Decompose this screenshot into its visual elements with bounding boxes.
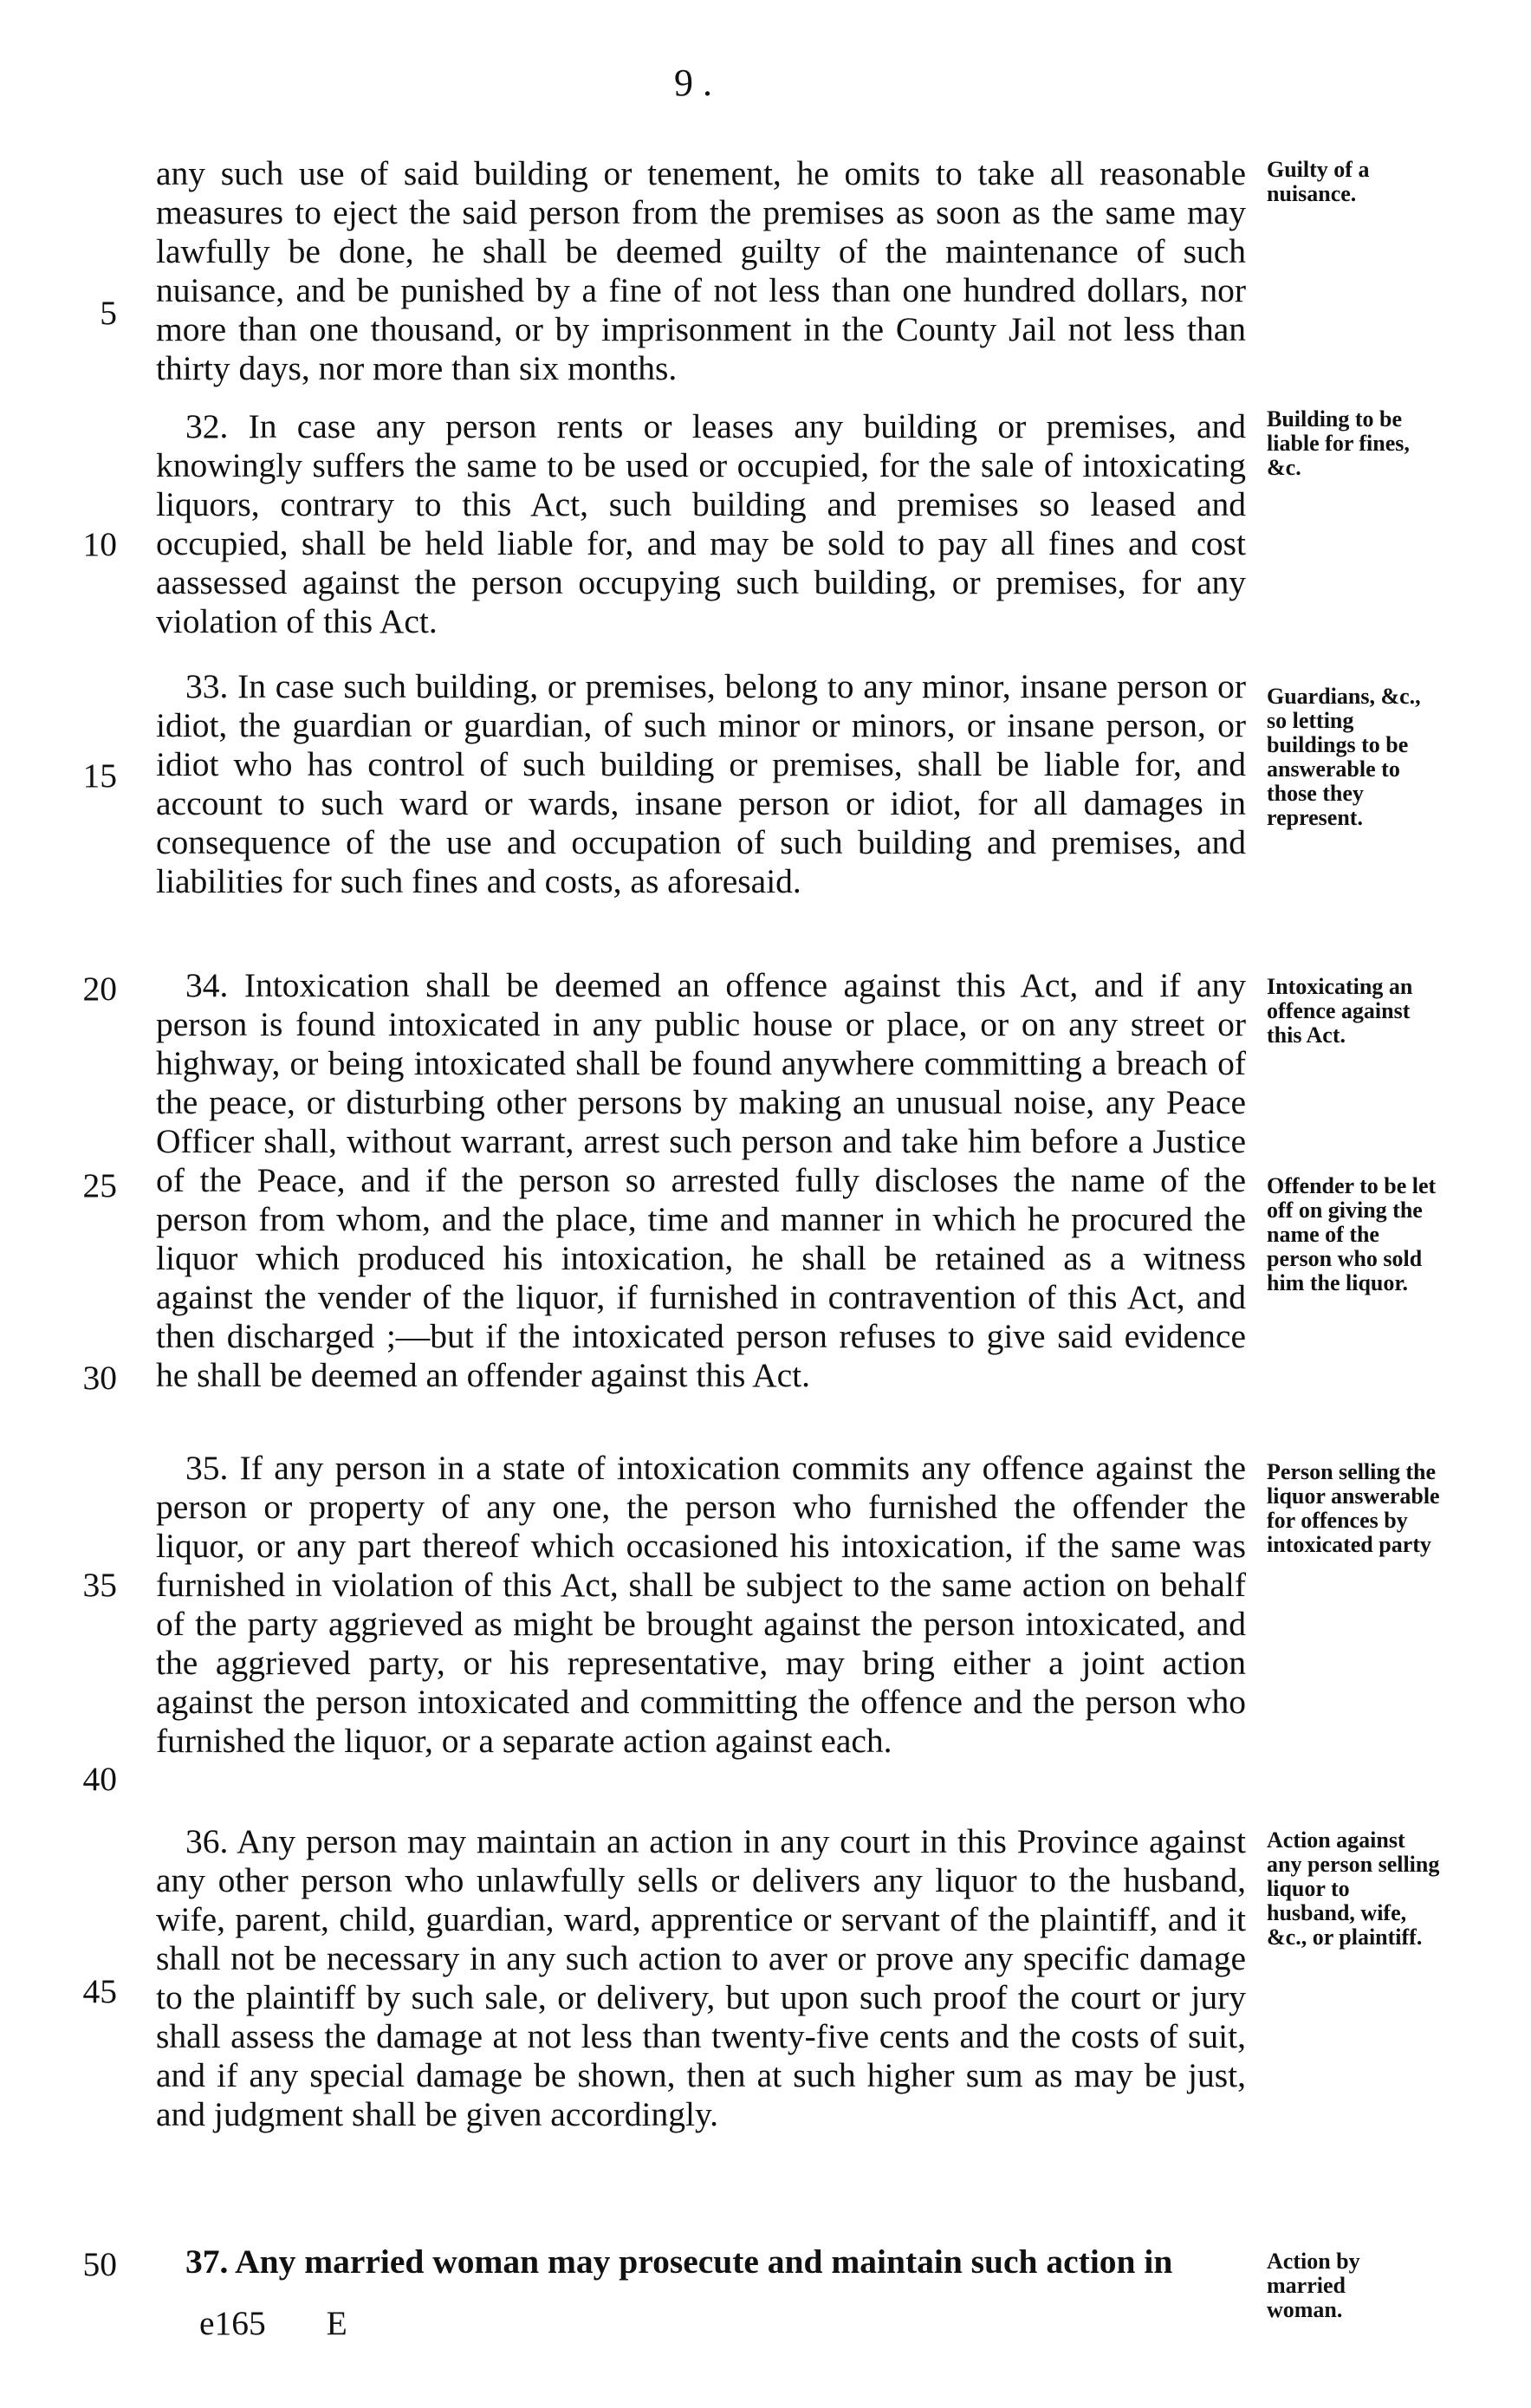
line-number: 10: [82, 525, 117, 563]
paragraph-36: [156, 1822, 1246, 2134]
signature-letter: E: [326, 2304, 347, 2342]
margin-note: Intoxicating an offence against this Act.: [1267, 974, 1413, 1048]
margin-note: Action by married woman.: [1267, 2249, 1360, 2322]
paragraph-37: [156, 2242, 1246, 2281]
line-number: 25: [82, 1166, 117, 1204]
paragraph-32: [156, 407, 1246, 641]
line-number: 35: [82, 1566, 117, 1604]
paragraph-text: 33. In case such building, or premises, belong to any minor, insane person or idiot, the guardian or guardian, of such minor or minors, or insane person, or idiot who has control of such building or premises, shall be liable for, and account to such ward or wards, insane person or idiot, for all damages in consequence of the use and occupation of such building and premises, and liabilities for such fines and costs, as aforesaid.: [156, 667, 1246, 900]
line-number: 30: [82, 1359, 117, 1397]
line-number: 5: [100, 294, 117, 332]
paragraph-34: [156, 966, 1246, 1395]
margin-note: Offender to be let off on giving the name of the person who sold him the liquor.: [1267, 1173, 1437, 1295]
paragraph-33: [156, 667, 1246, 901]
signature-line: [156, 2303, 347, 2343]
paragraph-text: any such use of said building or tenement, he omits to take all reasonable measures to eject the said person from the premises as soon as the same may lawfully be done, he shall be deemed guilty of the maintenance of such nuisance, and be punished by a fine of not less than one hundred dollars, nor more than one thousand, or by imprisonment in the County Jail not less than thirty days, nor more than six months.: [156, 154, 1246, 387]
paragraph-text: 34. Intoxication shall be deemed an offence against this Act, and if any person is found intoxicated in any public house or place, or on any street or highway, or being intoxicated shall be found anywhere committing a breach of the peace, or disturbing other persons by making an unusual noise, any Peace Officer shall, without warrant, arrest such person and take him before a Justice of the Peace, and if the person so arrested fully discloses the name of the person from whom, and the place, time and manner in which he procured the liquor which produced his intoxication, he shall be retained as a witness against the vender of the liquor, if furnished in contravention of this Act, and then discharged ;—but if the intoxicated person refuses to give said evidence he shall be deemed an offender against this Act.: [156, 966, 1246, 1394]
margin-note: Building to be liable for fines, &c.: [1267, 406, 1410, 480]
paragraph-35: [156, 1449, 1246, 1761]
line-number: 45: [82, 1972, 117, 2010]
margin-note: Guardians, &c., so letting buildings to be answerable to those they represent.: [1267, 684, 1421, 830]
paragraph-text: 32. In case any person rents or leases any building or premises, and knowingly suffers the same to be used or occupied, for the sale of intoxicating liquors, contrary to this Act, such building and premises so leased and occupied, shall be held liable for, and may be sold to pay all fines and cost aassessed against the person occupying such building, or premises, for any violation of this Act.: [156, 407, 1246, 640]
paragraph-1: [156, 154, 1246, 388]
paragraph-text: 37. Any married woman may prosecute and maintain such action in: [185, 2242, 1173, 2281]
line-number: 15: [82, 756, 117, 795]
margin-note: Action against any person selling liquor to husband, wife, &c., or plaintiff.: [1267, 1827, 1440, 1950]
margin-note: Guilty of a nuisance.: [1267, 157, 1370, 206]
page-number: 9 .: [674, 62, 712, 104]
paragraph-text: 35. If any person in a state of intoxication commits any offence against the person or property of any one, the person who furnished the offender the liquor, or any part thereof which occasioned his intoxication, if the same was furnished in violation of this Act, shall be subject to the same action on behalf of the party aggrieved as might be brought against the person intoxicated, and the aggrieved party, or his representative, may bring either a joint action against the person intoxicated and committing the offence and the person who furnished the liquor, or a separate action against each.: [156, 1449, 1246, 1760]
margin-note: Person selling the liquor answerable for offences by intoxicated party: [1267, 1459, 1440, 1557]
line-number: 20: [82, 970, 117, 1008]
line-number: 40: [82, 1760, 117, 1798]
paragraph-text: 36. Any person may maintain an action in any court in this Province against any other person who unlawfully sells or delivers any liquor to the husband, wife, parent, child, guardian, ward, apprentice or servant of the plaintiff, and it shall not be necessary in any such action to aver or prove any specific damage to the plaintiff by such sale, or delivery, but upon such proof the court or jury shall assess the damage at not less than twenty-five cents and the costs of suit, and if any special damage be shown, then at such higher sum as may be just, and judgment shall be given accordingly.: [156, 1822, 1246, 2133]
line-number: 50: [82, 2245, 117, 2283]
signature-code: e165: [199, 2304, 266, 2342]
